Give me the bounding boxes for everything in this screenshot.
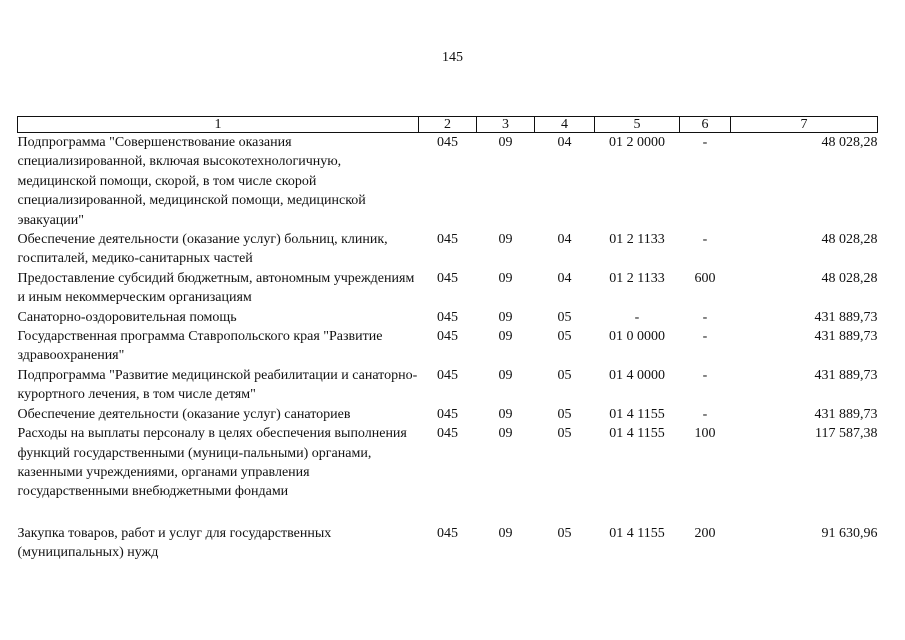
- code-subsection: 05: [557, 367, 572, 383]
- code-admin: 045: [437, 135, 458, 150]
- code-admin: 045: [437, 406, 458, 422]
- budget-table: [17, 116, 878, 563]
- code-section: 09: [498, 406, 513, 422]
- row-name: Предоставление субсидий бюджетным, автономным учреждениям и иным некоммерческим организациям: [17, 270, 415, 306]
- code-target: 01 4 1155: [609, 426, 665, 442]
- code-section: 09: [498, 329, 513, 345]
- row-name: Расходы на выплаты персоналу в целях обеспечения выполнения функций государственными (муници-пальными) органами, казенными учреждениями, органами управления государственными внебюджетными фондами: [17, 426, 407, 500]
- code-admin: 045: [437, 232, 458, 248]
- row-name: Обеспечение деятельности (оказание услуг) больниц, клиник, госпиталей, медико-санитарных частей: [17, 232, 388, 267]
- row-name: Подпрограмма "Развитие медицинской реабилитации и санаторно-курортного лечения, в том числе детям": [17, 367, 418, 403]
- code-section: 09: [498, 270, 513, 286]
- code-target: 01 4 1155: [609, 525, 665, 541]
- code-expense-type: -: [702, 329, 708, 345]
- code-admin: 045: [437, 426, 458, 442]
- row-name: Государственная программа Ставропольского края "Развитие здравоохранения": [17, 329, 383, 364]
- table-row: [18, 405, 878, 424]
- code-subsection: 05: [557, 525, 572, 541]
- row-name: Подпрограмма "Совершенствование оказания специализированной, включая высокотехнологичную, медицинской помощи, скорой, в том числе скорой специализированной, медицинской помощи, медицинской эвакуации": [17, 135, 366, 228]
- table-row: [18, 327, 878, 366]
- column-header: 6: [680, 117, 731, 133]
- amount: 431 889,73: [814, 309, 878, 325]
- code-subsection: 05: [557, 406, 572, 422]
- code-target: -: [634, 309, 640, 325]
- amount: 91 630,96: [821, 525, 878, 541]
- table-row: [18, 133, 878, 231]
- code-subsection: 04: [557, 135, 572, 150]
- code-subsection: 05: [557, 309, 572, 325]
- row-spacer: [18, 502, 878, 524]
- column-header: 7: [731, 117, 878, 133]
- code-subsection: 04: [557, 232, 572, 248]
- table-row: [18, 524, 878, 563]
- code-subsection: 05: [557, 329, 572, 345]
- code-admin: 045: [437, 270, 458, 286]
- code-expense-type: -: [702, 406, 708, 422]
- code-target: 01 4 0000: [609, 367, 665, 383]
- code-admin: 045: [437, 367, 458, 383]
- code-expense-type: -: [702, 135, 708, 150]
- table-row: [18, 366, 878, 405]
- code-section: 09: [498, 135, 513, 150]
- amount: 48 028,28: [821, 270, 878, 286]
- amount: 431 889,73: [814, 367, 878, 383]
- column-header: 3: [477, 117, 535, 133]
- amount: 431 889,73: [814, 406, 878, 422]
- table-row: [18, 269, 878, 308]
- code-target: 01 0 0000: [609, 329, 665, 345]
- amount: 117 587,38: [815, 426, 878, 442]
- code-section: 09: [498, 309, 513, 325]
- row-name: Закупка товаров, работ и услуг для государственных (муниципальных) нужд: [17, 525, 332, 561]
- row-name: Обеспечение деятельности (оказание услуг) санаториев: [17, 406, 351, 422]
- header-row: [18, 117, 878, 133]
- code-expense-type: 200: [694, 525, 716, 541]
- page-number: 145: [442, 50, 463, 65]
- code-expense-type: 100: [694, 426, 716, 442]
- code-subsection: 05: [557, 426, 572, 442]
- column-header: 1: [18, 117, 419, 133]
- column-header: 5: [595, 117, 680, 133]
- code-expense-type: -: [702, 367, 708, 383]
- code-expense-type: -: [702, 232, 708, 248]
- amount: 48 028,28: [821, 135, 878, 150]
- code-expense-type: 600: [694, 270, 716, 286]
- code-target: 01 2 1133: [609, 270, 665, 286]
- column-header: 2: [419, 117, 477, 133]
- code-admin: 045: [437, 525, 458, 541]
- column-header: 4: [535, 117, 595, 133]
- code-admin: 045: [437, 329, 458, 345]
- code-section: 09: [498, 525, 513, 541]
- amount: 431 889,73: [814, 329, 878, 345]
- code-section: 09: [498, 426, 513, 442]
- table-row: [18, 230, 878, 269]
- code-target: 01 2 1133: [609, 232, 665, 248]
- code-admin: 045: [437, 309, 458, 325]
- code-section: 09: [498, 367, 513, 383]
- row-name: Санаторно-оздоровительная помощь: [17, 309, 237, 325]
- code-subsection: 04: [557, 270, 572, 286]
- code-section: 09: [498, 232, 513, 248]
- code-expense-type: -: [702, 309, 708, 325]
- code-target: 01 2 0000: [609, 135, 665, 150]
- table-row: [18, 424, 878, 502]
- amount: 48 028,28: [821, 232, 878, 248]
- code-target: 01 4 1155: [609, 406, 665, 422]
- table-row: [18, 308, 878, 327]
